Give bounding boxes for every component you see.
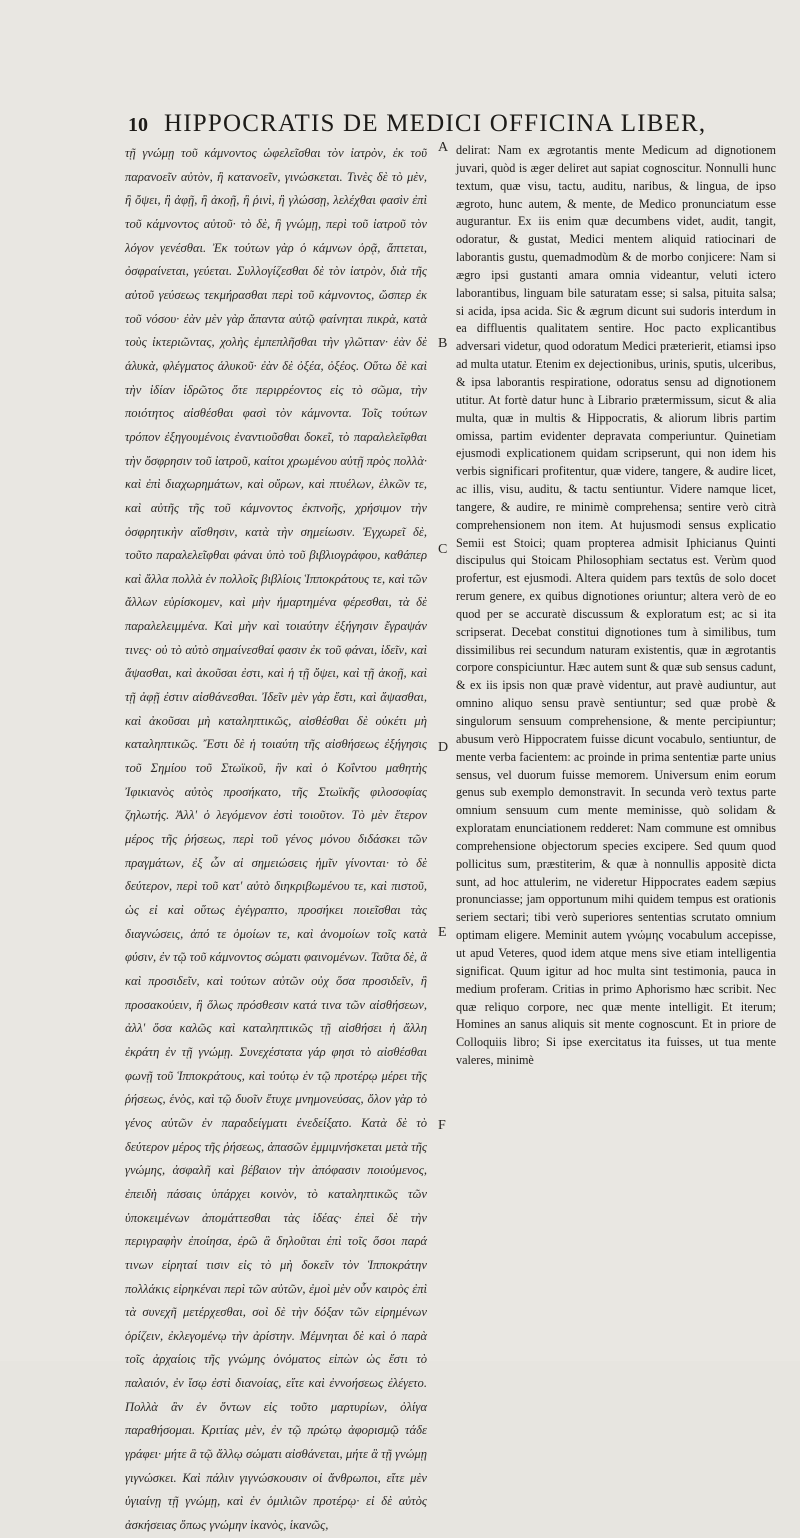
- running-title: HIPPOCRATIS DE MEDICI OFFICINA LIBER,: [164, 110, 707, 137]
- margin-letter-a: A: [438, 140, 449, 155]
- greek-text-column: [125, 142, 427, 1533]
- margin-letter-d: D: [438, 740, 449, 755]
- margin-letter-b: B: [438, 336, 448, 351]
- margin-letter-c: C: [438, 542, 448, 557]
- latin-text: delirat: Nam ex ægrotantis mente Medicum ad dignotionem juvari, quòd is æger deliret aut sapiat cognoscitur. Nonnulli hunc textum, quæ visu, tactu, auditu, naribus, & lingua, de ipso ægroto, hunc autem, & mente, de Medico pronunciatum esse augurantur. Ex iis enim quæ decumbens videt, audit, tangit, odoratur, & gustat, Medici mentem aliquid ratiocinari de laborantis gustu, quemadmodùm & de morbo conjicere: Nam si ægro ipsi gustanti amara omnia videantur, veluti ictero laborantibus, linguam bile saturatam esse; si salsa, pituita salsa; si acida, ipsa acida. Sic & ægrum dicunt sui sudoris interdum in ea diffluentis qualitatem sentire. Hoc pacto explicantibus adversari videtur, quod odoratum Medici præterierit, etiamsi ipso ad multa utatur. Etenim ex dejectionibus, urinis, sputis, ulceribus, & ipsa laborantis respiratione, odoratus sensu ad dignotionem utitur. At fortè datur hunc à Librario prætermissum, sicut & alia multa, quæ in multis & Hippocratis, & aliorum libris partim omissa, partim evidenter depravata comperiuntur. Quinetiam ejusmodi explicationem quidam scripserunt, qui non idem his verbis significari profitentur, quæ videre, tangere, & audire licet, ac illis, visu, auditu, & tactu sentiuntur. Videre namque licet, tangere, & audire, re minimè comprehensa; sentire verò citrà comprehensionem non item. At hujusmodi sensus explicatio Semii est Stoici; quam propterea admisit Iphicianus Quinti discipulus qui Stoicam Philosophiam sectatus est. Verùm quod profertur, est ejusmodi. Altera quidem pars textûs de solo docet rerum genere, ex quibus dignotiones oriuntur; altera verò de eo quod per se accuratè discussum & exploratum est; ac si ita scripserat. Decebat constitui dignotiones tum à similibus, tum dissimilibus rei secundum naturam existentis, quæ in ægrotantis corpore conspiciuntur. Hæc autem sunt & quæ sub sensus cadunt, & ex iis ipsis non quæ pravè videntur, aut pravè audiuntur, aut omnino aliquo sensu pravè sentiuntur; sed quæ probè & singulorum sensuum comprehensione, & mente percipiuntur; abusum verò Hippocratem fuisse dicunt vocabulo, sentiuntur, de mente verba facientem: ac proinde in prima sententiæ parte unius sensus, vel duorum fuisse memorem. Universum enim eorum genus sub exemplo demonstravit. In secunda verò textus parte omnium sensuum cum mente meminisse, quò solidam & exploratam enunciationem redderet: Nam commune est omnibus comprehensione objectorum species excipere. Sed quum quod pollicitus sum, præstiterim, & quæ à nonnullis appositè dicta sunt, ad hoc attulerim, ne videretur Hippocrates eadem sæpius pronunciasse; jam opportunum mihi quidem tempus est orationis seriem sectari; tibi verò superiores sententias scrutato omnium optimam eligere. Meminit autem γνώμης vocabulum accepisse, ut apud Veteres, quod idem atque mens sive etiam intelligentia significat. Quum igitur ad hoc multa sint testimonia, pauca in medium proferam. Critias in primo Aphorismo hæc scribit. Nec quæ reliquo corpore, nec quæ mente intelligit. Et iterum; Homines an sanus aliquis sit mente cognoscunt. Et in priore de Colloquiis libro; Si ipse exercitatus ita fuisses, ut tua mente valeres, minimè: [456, 143, 776, 1068]
- page-number: 10: [128, 114, 148, 136]
- greek-text: τῇ γνώμῃ τοῦ κάμνοντος ὠφελεῖσθαι τὸν ἰατρὸν, ἐκ τοῦ παρανοεῖν αὐτὸν, ἢ κατανοεῖν, γινώσκεται. Τινὲς δὲ τὸ μὲν, ἢ ὄψει, ἢ ἀφῇ, ἢ ἀκοῇ, ἢ ῥινὶ, ἢ γλώσσῃ, λελέχθαι φασὶν ἐπὶ τοῦ κάμνοντος αὐτοῦ· τὸ δὲ, ἢ γνώμῃ, περὶ τοῦ ἰατροῦ τὸν λόγον γενέσθαι. Ἐκ τούτων γὰρ ὁ κάμνων ὁρᾷ, ἅπτεται, ὀσφραίνεται, γεύεται. Συλλογίζεσθαι δὲ τὸν ἰατρὸν, διὰ τῆς αὐτοῦ γεύσεως τεκμήρασθαι περὶ τοῦ κάμνοντος, ὥσπερ ἐκ τοῦ νόσου· ἐὰν μὲν γὰρ ἅπαντα αὐτῷ φαίνηται πικρὰ, κατὰ τοὺς ἰκτεριῶντας, χολὴς ἐμπεπλῆσθαι τὴν γλῶτταν· ἐὰν δὲ ἁλυκὰ, φλέγματος ἁλυκοῦ· ἐὰν δὲ ὀξέα, ὀξέος. Οὕτω δὲ καὶ τὴν ἰδίαν ἱδρῶτος ὅτε περιρρέοντος εἰς τὸ σῶμα, τὴν ποιότητος αἰσθέσθαι φασὶ τὸν κάμνοντα. Τοῖς τούτων τρόπον ἐξηγουμένοις ἐναντιοῦσθαι δοκεῖ, τὸ παραλελεῖφθαι τὴν ὄσφρησιν τοῦ ἰατροῦ, καίτοι χρωμένου αὐτῇ πρὸς πολλὰ· καὶ ἐπὶ διαχωρημάτων, καὶ οὔρων, καὶ πτυέλων, ἑλκῶν τε, καὶ αὐτῆς τῆς τοῦ κάμνοντος ἐκπνοῆς, χρήσιμον τὴν ὀσφρητικὴν αἴσθησιν, κατὰ τὴν σημείωσιν. Ἐγχωρεῖ δὲ, τοῦτο παραλελεῖφθαι φάναι ὑπὸ τοῦ βιβλιογράφου, καθάπερ καὶ ἄλλα πολλὰ ἐν πολλοῖς βιβλίοις Ἱπποκράτους τε, καὶ τῶν ἄλλων εὑρίσκομεν, καὶ μὴν ἡμαρτημένα φέρεσθαι, τὰ δὲ παραλελειμμένα. Καὶ μὴν καὶ τοιαύτην ἐξήγησιν ἔγραψάν τινες· οὐ τὸ αὐτὸ σημαίνεσθαί φασιν ἐκ τοῦ φάναι, ἰδεῖν, καὶ ἅψασθαι, καὶ ἀκοῦσαι ἐστι, καὶ ἡ τῇ ὄψει, καὶ τῇ ἀκοῇ, καὶ τῇ ἀφῇ ἐστιν αἰσθάνεσθαι. Ἰδεῖν μὲν γὰρ ἔστι, καὶ ἅψασθαι, καὶ ἀκοῦσαι μὴ καταληπτικῶς, αἰσθέσθαι δὲ οὐκέτι μὴ καταληπτικῶς. Ἔστι δὲ ἡ τοιαύτη τῆς αἰσθήσεως ἐξήγησις τοῦ Σημίου τοῦ Στωϊκοῦ, ἣν καὶ ὁ Κοΐντου μαθητὴς Ἰφικιανὸς αὐτὸς προσήκατο, τῆς Στωϊκῆς φιλοσοφίας ζηλωτής. Ἀλλ' ὁ λεγόμενον ἐστὶ τοιοῦτον. Τὸ μὲν ἕτερον μέρος τῆς ῥήσεως, περὶ τοῦ γένος μόνου διδάσκει τῶν πραγμάτων, ἐξ ὧν αἱ σημειώσεις ἡμῖν γίνονται· τὸ δὲ δεύτερον, περὶ τοῦ κατ' αὐτὸ διηκριβωμένου τε, καὶ πιστοῦ, ὡς εἰ καὶ οὕτως ἐγέγραπτο, προσήκει ποιεῖσθαι τὰς διαγνώσεις, ἀπό τε ὁμοίων τε, καὶ ἀνομοίων τοῖς κατὰ φύσιν, ἐν τῷ τοῦ κάμνοντος σώματι φαινομένων. Ταῦτα δὲ, ἃ καὶ προσιδεῖν, καὶ τούτων αὐτῶν οὐχ ὅσα προσιδεῖν, ἢ προσακούειν, ἢ ὅλως πρόσθεσιν κατά τινα τῶν αἰσθήσεων, ἀλλ' ὅσα καλῶς καὶ καταληπτικῶς τῇ αἰσθήσει ἡ ἄλλη ἐκράτη ἐν τῇ γνώμῃ. Συνεχέστατα γάρ φησι τὸ αἰσθέσθαι φωνῇ τοῦ Ἱπποκράτους, καὶ τούτῳ ἐν τῷ προτέρῳ μέρει τῆς ῥήσεως, ἑνὸς, καὶ τῷ δυοῖν ἔτυχε μνημονεύσας, ὅλον γὰρ τὸ γένος αὐτῶν ἐν παραδείγματι ἐνεδείξατο. Κατὰ δὲ τὸ δεύτερον μέρος τῆς ῥήσεως, ἀπασῶν ἐμμιμνήσκεται μετὰ τῆς γνώμης, ἀσφαλῆ καὶ βέβαιον τὴν ἀπόφασιν ποιούμενος, ἐπειδὴ πάσαις ὑπάρχει κοινὸν, τὸ καταληπτικῶς τῶν ὑποκειμένων ἀπομάττεσθαι τὰς ἰδέας· ἐπεὶ δὲ τὴν περιγραφὴν ἐποίησα, ἐρῶ ἃ δηλοῦται ἐπὶ τοῖς ὅσοι παρά τινων εἰρηταί τισιν εἰς τὸ μὴ δοκεῖν τὸν Ἱπποκράτην πολλάκις εἰρηκέναι περὶ τῶν αὐτῶν, ἐμοὶ μὲν οὖν καιρὸς ἐπὶ τὰ συνεχῆ μετέρχεσθαι, σοὶ δὲ τὴν δόξαν τῶν εἰρημένων ὁρίζειν, ἐκλεγομένῳ τὴν ἀρίστην. Μέμνηται δὲ καὶ ὁ παρὰ τοῖς ἀρχαίοις τῆς γνώμης ὀνόματος εἰπὼν ὡς ἔστι τὸ παλαιόν, ἐν ἴσῳ ἐστὶ διανοίας, εἴτε καὶ ἐννοήσεως ἐλέγετο. Πολλὰ ἂν ἐν ὄντων εἰς τοῦτο μαρτυρίων, ὀλίγα παραθήσομαι. Κριτίας μὲν, ἐν τῷ πρώτῳ ἀφορισμῷ τάδε γράφει· μήτε ἃ τῷ ἄλλῳ σώματι αἰσθάνεται, μήτε ἃ τῇ γνώμῃ γιγνώσκει. Καὶ πάλιν γιγνώσκουσιν οἱ ἄνθρωποι, εἴτε μὲν ὑγιαίνῃ τῇ γνώμῃ, καὶ ἐν ὁμιλιῶν προτέρῳ· εἰ δὲ αὐτὸς ἀσκήσειας ὅπως γνώμην ἱκανὸς, ἱκανῶς,: [125, 146, 427, 1533]
- margin-letter-e: E: [438, 925, 447, 940]
- page-header: [128, 110, 788, 140]
- margin-letter-f: F: [438, 1118, 446, 1133]
- latin-text-column: [456, 142, 776, 1327]
